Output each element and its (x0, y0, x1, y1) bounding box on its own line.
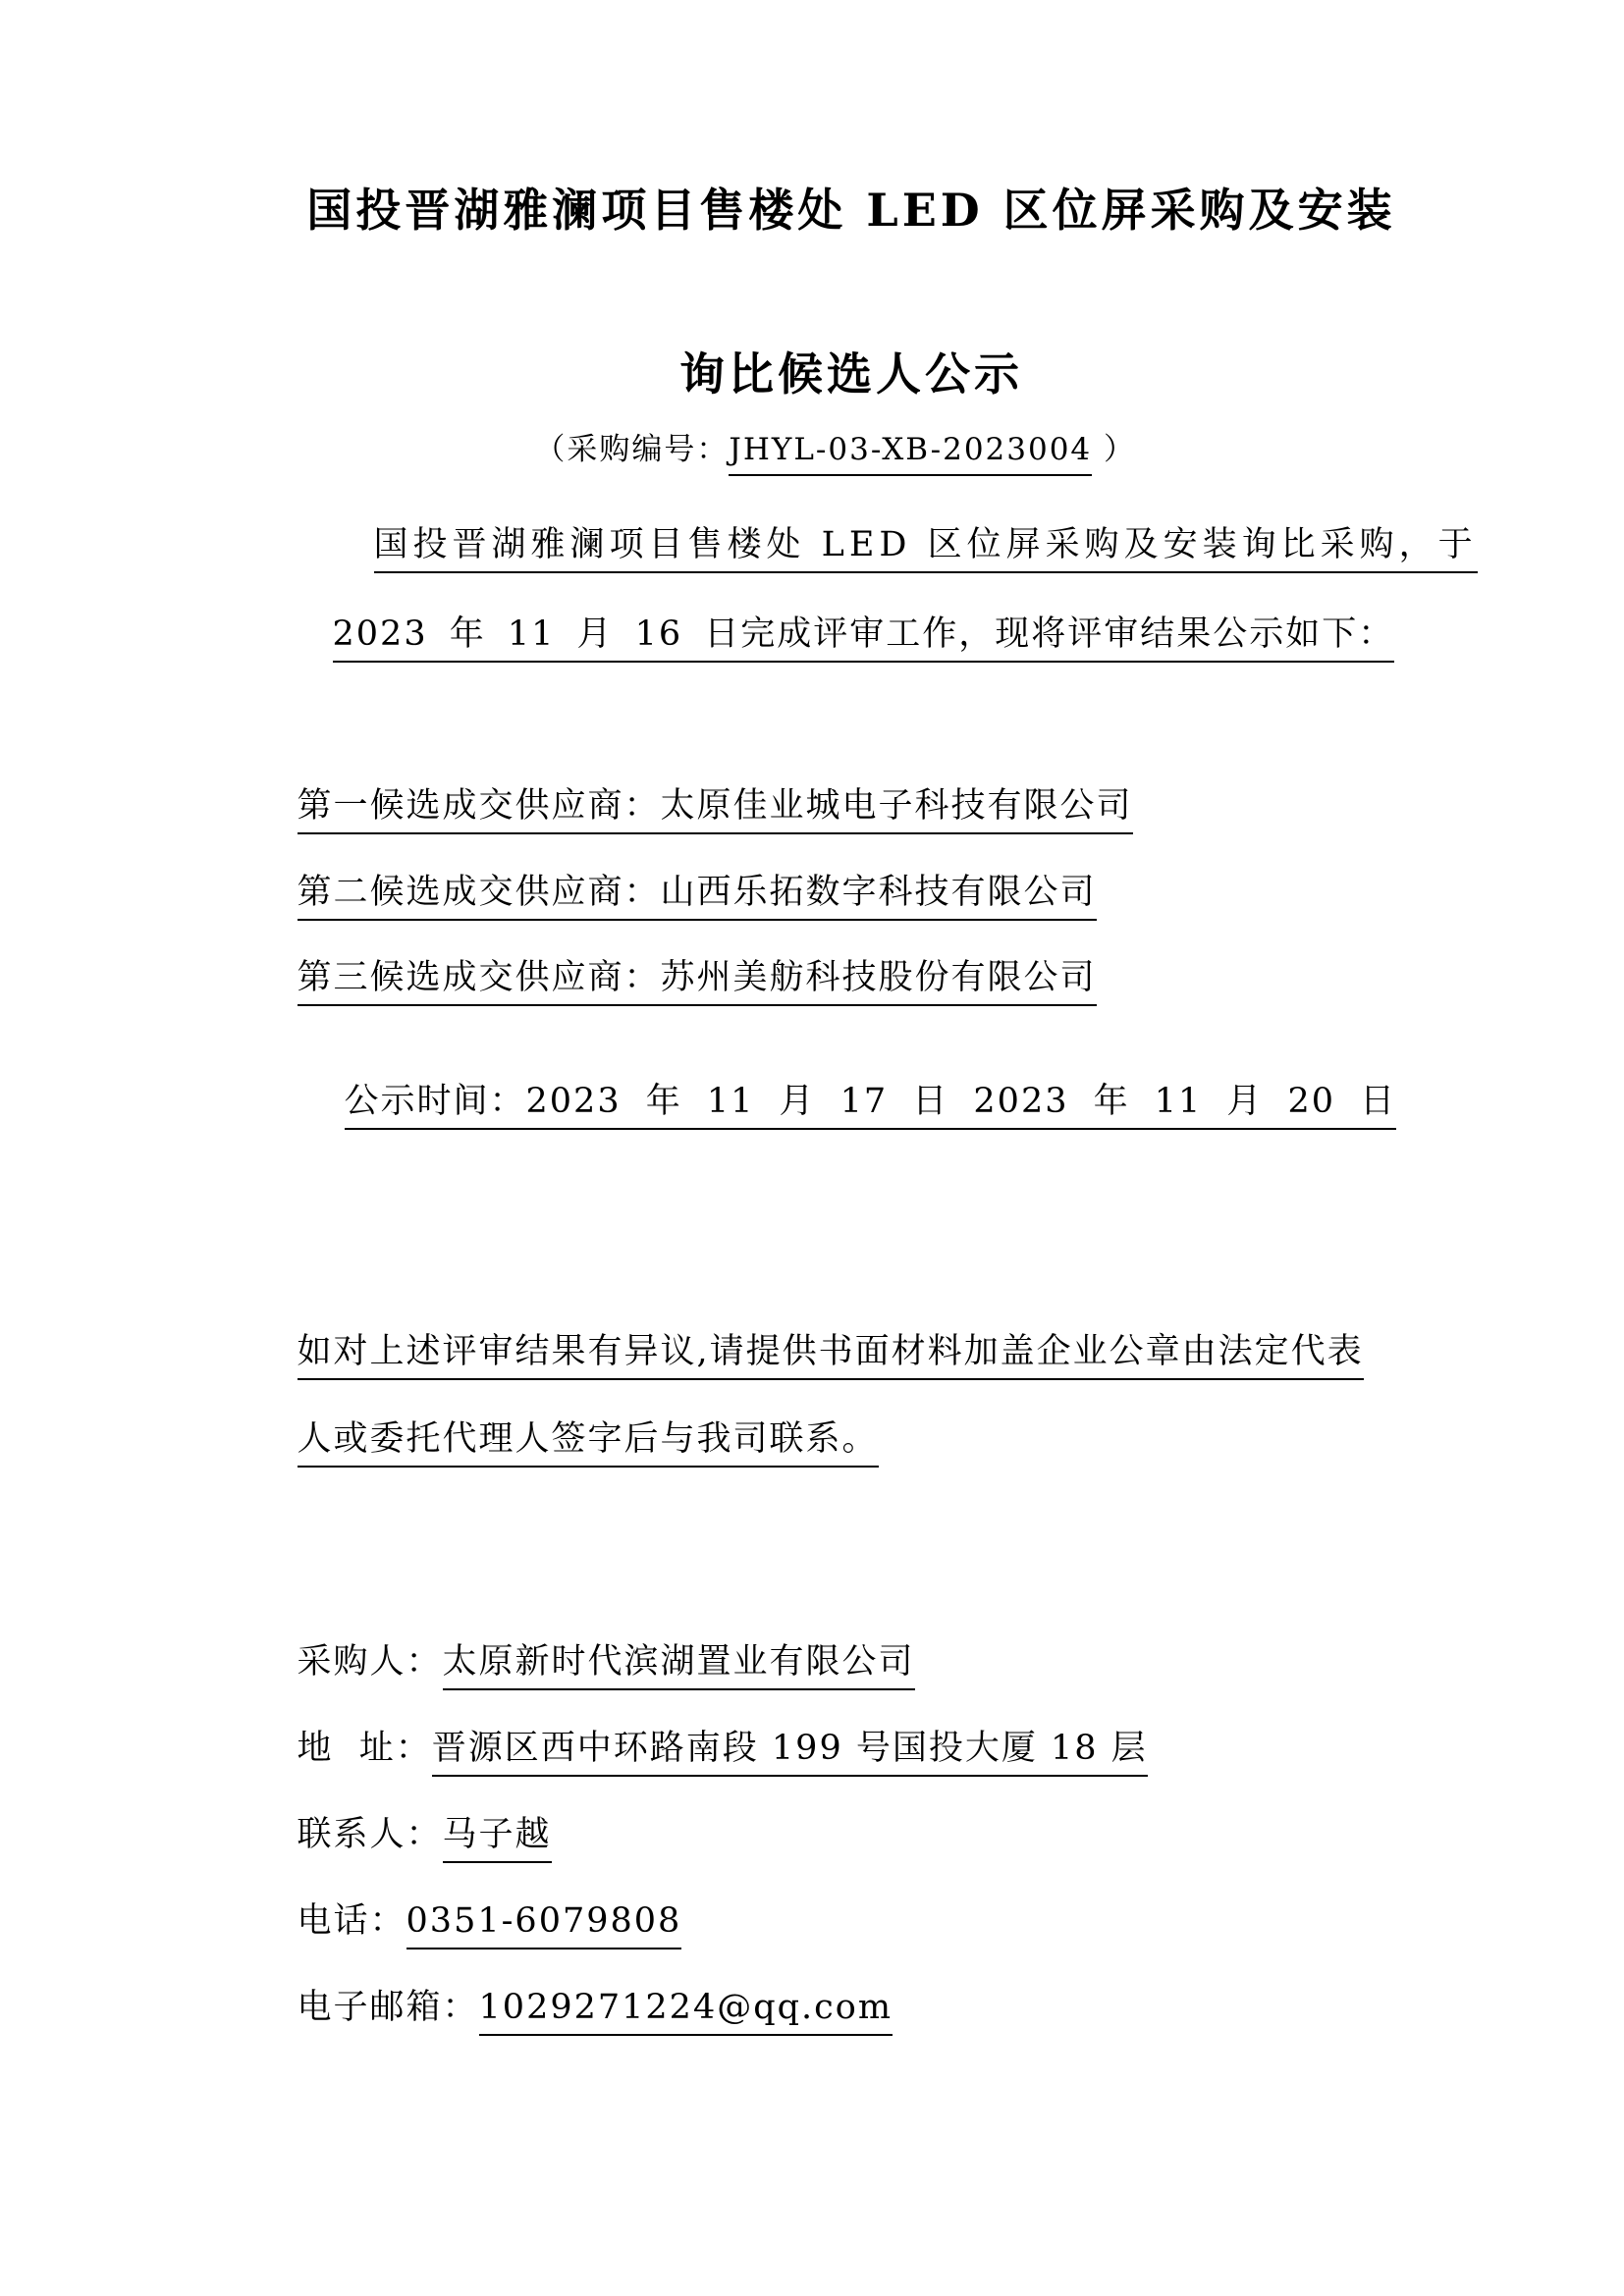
procurement-number-code: JHYL-03-XB-2023004 (729, 432, 1092, 476)
objection-line-2-text: 人或委托代理人签字后与我司联系。 (298, 1419, 879, 1468)
publicity-time-line (245, 1038, 1396, 1166)
doc-title-line1 (0, 126, 1624, 295)
doc-title-line2-text: 询比候选人公示 (679, 347, 1024, 400)
candidate-line-1-text: 第一候选成交供应商：太原佳业城电子科技有限公司 (298, 786, 1133, 834)
candidate-line-2-text: 第二候选成交供应商：山西乐拓数字科技有限公司 (298, 873, 1097, 921)
doc-title-line1-text: 国投晋湖雅澜项目售楼处 LED 区位屏采购及安装 (306, 183, 1396, 237)
contact-purchaser-label: 采购人： (297, 1641, 443, 1682)
publicity-time-text: 公示时间：2023 年 11 月 17 日 2023 年 11 月 20 日 (345, 1082, 1397, 1130)
contact-phone-label: 电话： (297, 1900, 406, 1941)
intro-paragraph-line2-text: 2023 年 11 月 16 日完成评审工作，现将评审结果公示如下： (333, 614, 1395, 663)
objection-line-1-text: 如对上述评审结果有异议,请提供书面材料加盖企业公章由法定代表 (298, 1332, 1364, 1380)
intro-paragraph-line2 (245, 570, 1394, 699)
objection-line-2 (245, 1375, 879, 1504)
contact-person-value: 马子越 (443, 1815, 552, 1863)
contact-person-label: 联系人： (297, 1814, 443, 1854)
procurement-number-suffix: ） (1092, 431, 1137, 467)
contact-address-value: 晋源区西中环路南段 199 号国投大厦 18 层 (432, 1729, 1148, 1777)
contact-email-label: 电子邮箱： (297, 1987, 479, 2027)
contact-address-label: 地 址： (297, 1728, 432, 1768)
intro-paragraph-line1-text: 国投晋湖雅澜项目售楼处 LED 区位屏采购及安装询比采购，于 (374, 525, 1478, 573)
contact-phone-value: 0351-6079808 (406, 1901, 682, 1949)
contact-purchaser-value: 太原新时代滨湖置业有限公司 (443, 1642, 915, 1690)
candidate-line-3 (245, 914, 1097, 1042)
contact-email-value: 1029271224@qq.com (479, 1988, 893, 2036)
procurement-number-prefix: （采购编号： (534, 431, 730, 467)
candidate-line-3-text: 第三候选成交供应商：苏州美舫科技股份有限公司 (298, 958, 1097, 1006)
contact-row-email (245, 1944, 893, 2072)
